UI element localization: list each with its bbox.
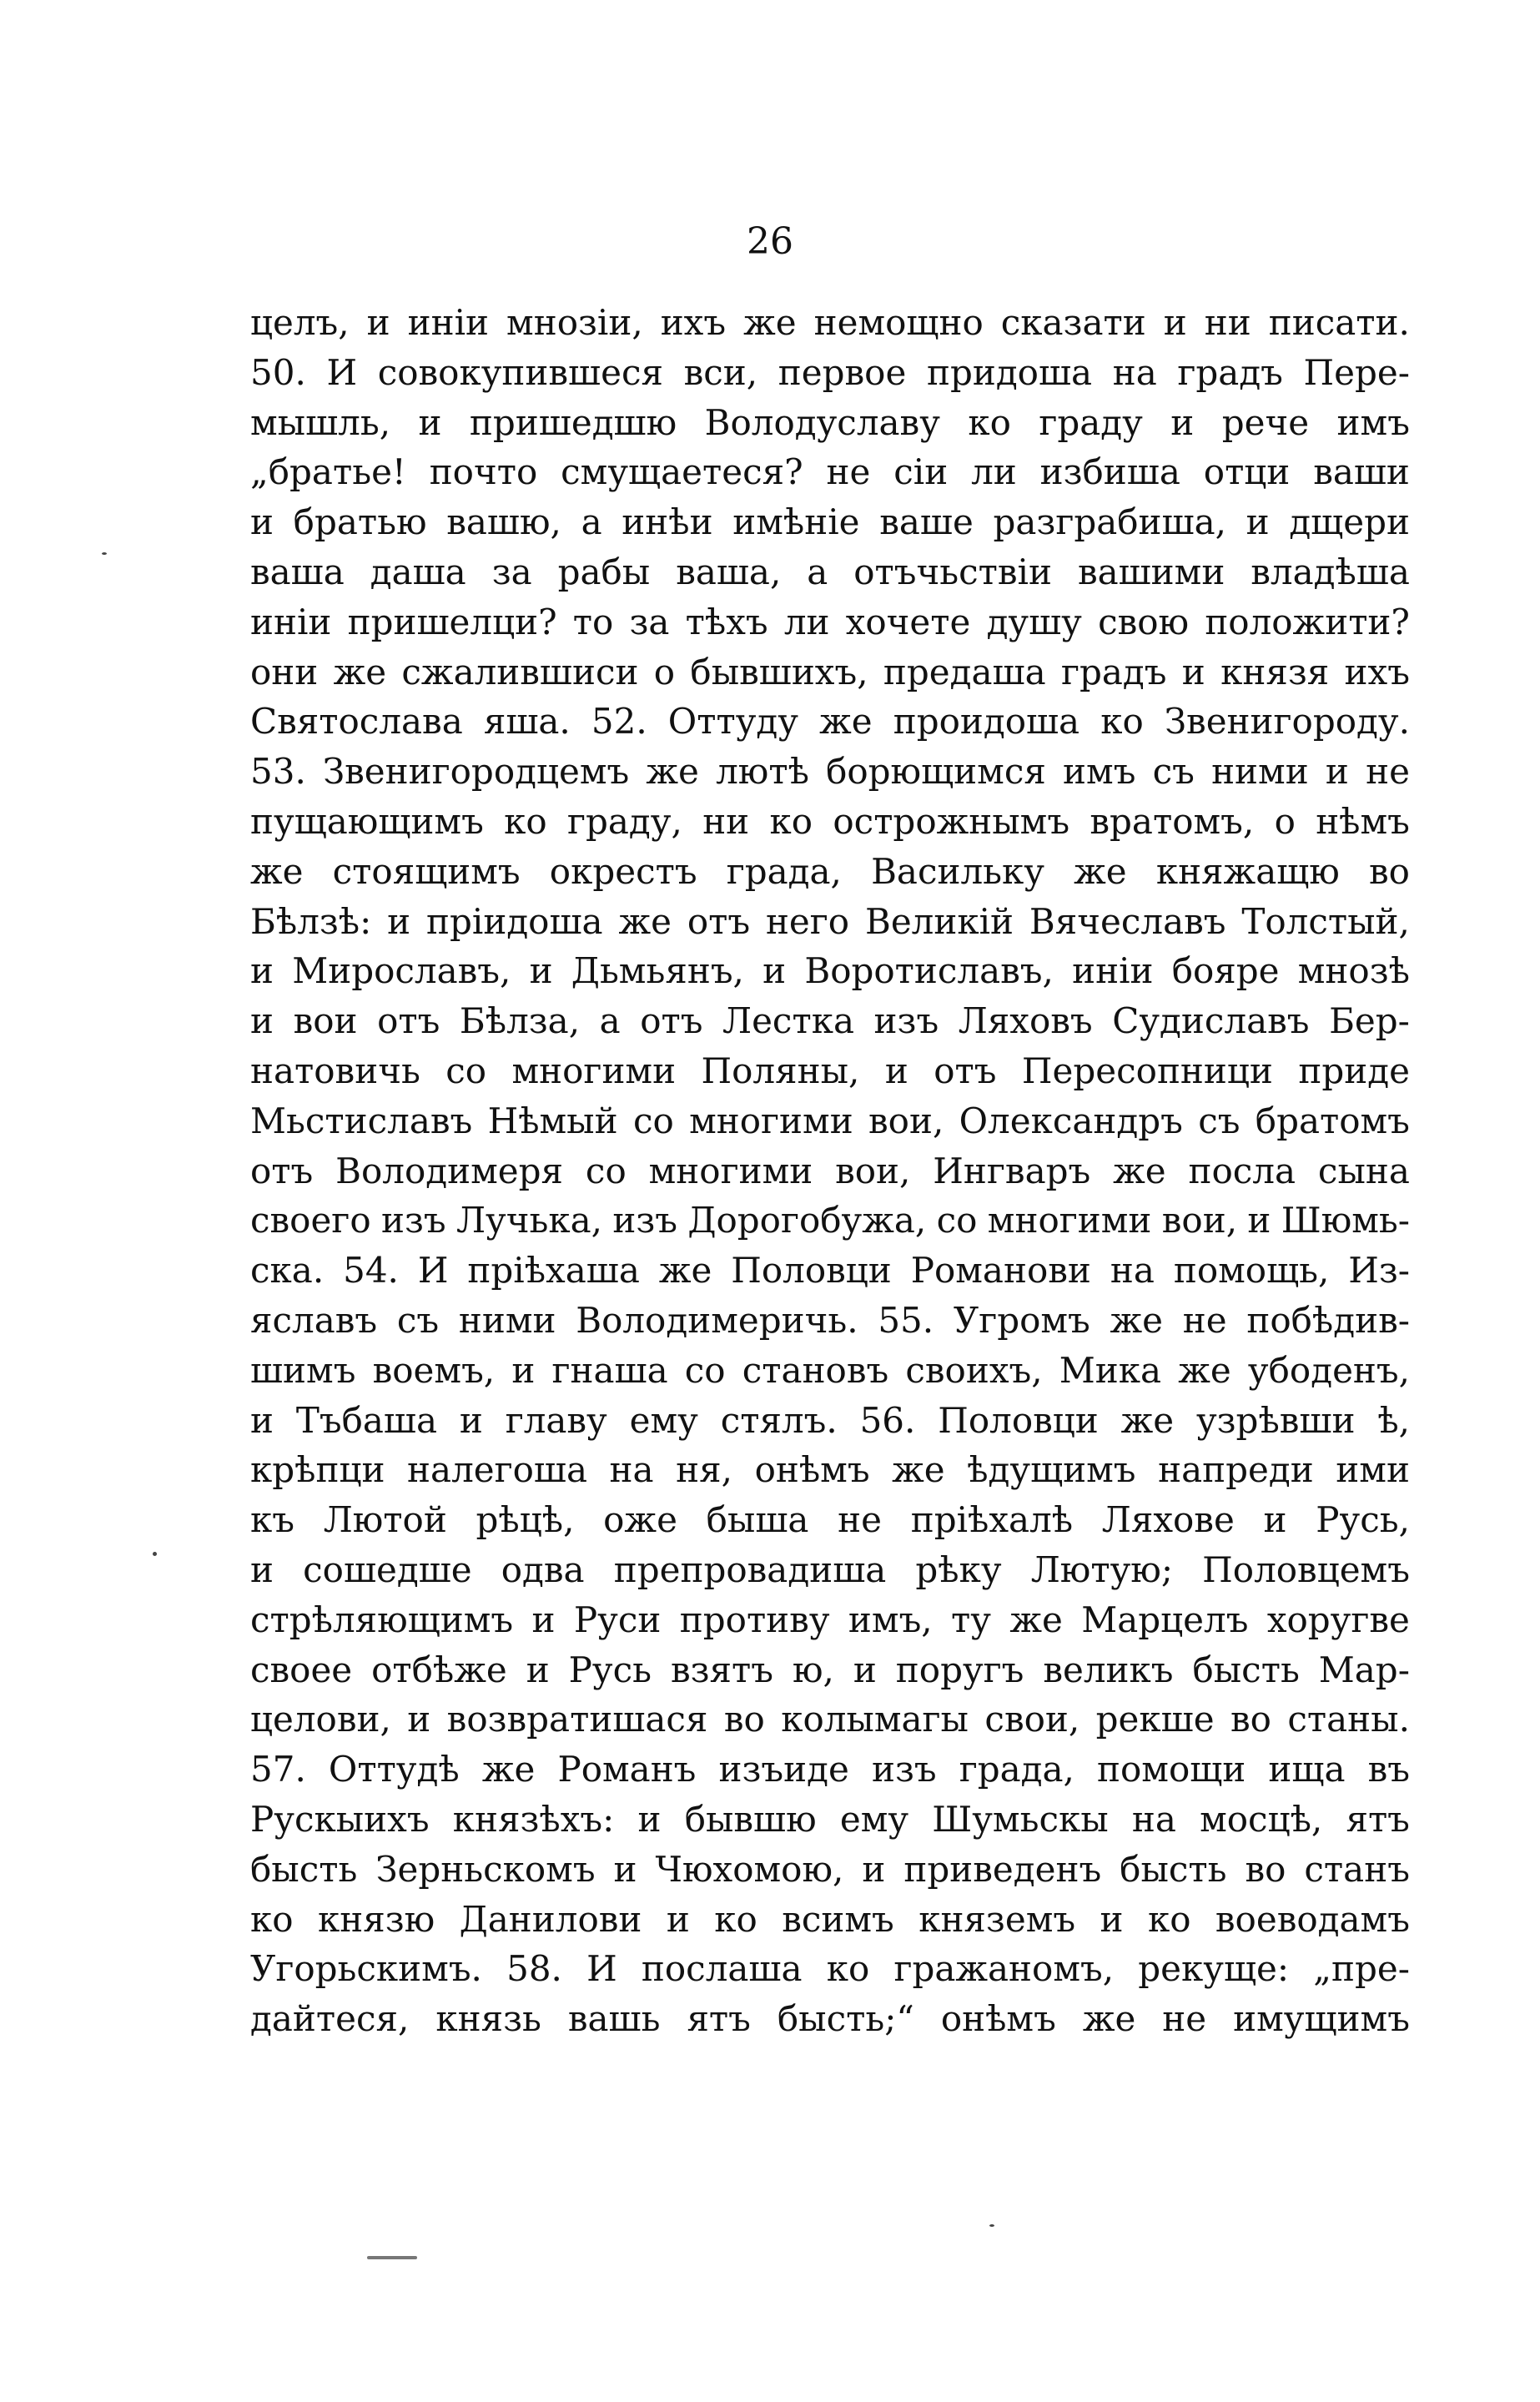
ink-speck [153,1552,157,1556]
page-number: 26 [747,220,793,263]
text-line: шимъ воемъ, и гнаша со становъ своихъ, Мика же убоденъ, [250,1349,1410,1391]
text-line: же стоящимъ окрестъ града, Васильку же княжащю во [250,850,1410,892]
text-line: ска. 54. И пріѣхаша же Половци Романови на помощь, Из- [250,1250,1410,1292]
text-line: ваша даша за рабы ваша, а отъчьствіи вашими владѣша [250,551,1410,592]
text-line: бысть Зерньскомъ и Чюхомою, и приведенъ бысть во станъ [250,1848,1410,1890]
text-line: и сошедше одва препровадиша рѣку Лютую; Половцемъ [250,1548,1410,1590]
text-block [250,298,1410,2044]
text-line: 57. Оттудѣ же Романъ изъиде изъ града, помощи ища въ [250,1749,1410,1790]
text-line: пущающимъ ко граду, ни ко острожнымъ вратомъ, о нѣмъ [250,800,1410,842]
text-line: „братье! почто смущаетеся? не сіи ли избиша отци ваши [250,451,1410,493]
text-line: ко князю Данилови и ко всимъ княземъ и ко воеводамъ [250,1898,1410,1940]
text-line: своее отбѣже и Русь взятъ ю, и поругъ великъ бысть Мар- [250,1649,1410,1690]
text-line: целъ, и иніи мнозіи, ихъ же немощно сказати и ни писати. [250,302,1410,343]
text-line: своего изъ Лучька, изъ Дорогобужа, со многими вои, и Шюмь- [250,1200,1410,1241]
text-line: крѣпци налегоша на ня, онѣмъ же ѣдущимъ напреди ими [250,1449,1410,1491]
text-line: натовичь со многими Поляны, и отъ Пересопници приде [250,1050,1410,1091]
ink-speck [989,2224,994,2227]
ink-speck [102,552,107,555]
text-line: мышль, и пришедшю Володуславу ко граду и рече имъ [250,401,1410,443]
text-line: Святослава яша. 52. Оттуду же проидоша ко Звенигороду. [250,701,1410,743]
text-line: 50. И совокупившеся вси, первое придоша на градъ Пере- [250,351,1410,393]
text-line: яславъ съ ними Володимеричь. 55. Угромъ же не побѣдив- [250,1299,1410,1341]
text-line: иніи пришелци? то за тѣхъ ли хочете душу свою положити? [250,601,1410,642]
text-line: 53. Звенигородцемъ же лютѣ борющимся имъ съ ними и не [250,751,1410,793]
text-line: дайтеся, князь вашь ятъ бысть;“ онѣмъ же не имущимъ [250,1998,1410,2040]
text-line: отъ Володимеря со многими вои, Ингваръ же посла сына [250,1150,1410,1191]
text-line: стрѣляющимъ и Руси противу имъ, ту же Марцелъ хоругве [250,1599,1410,1640]
text-line: и вои отъ Бѣлза, а отъ Лестка изъ Ляховъ Судиславъ Бер- [250,1000,1410,1042]
text-line: Мьстиславъ Нѣмый со многими вои, Олександръ съ братомъ [250,1100,1410,1141]
text-line: Бѣлзѣ: и пріидоша же отъ него Великій Вячеславъ Толстый, [250,900,1410,942]
text-line: и Тъбаша и главу ему стялъ. 56. Половци же узрѣвши ѣ, [250,1399,1410,1441]
text-line: и братью вашю, а инѣи имѣніе ваше разграбиша, и дщери [250,501,1410,543]
text-line: и Мирославъ, и Дьмьянъ, и Воротиславъ, иніи бояре мнозѣ [250,950,1410,992]
text-line: Рускыихъ князѣхъ: и бывшю ему Шумьскы на мосцѣ, ятъ [250,1798,1410,1840]
text-line: Угорьскимъ. 58. И послаша ко гражаномъ, рекуще: „пре- [250,1948,1410,1990]
ink-speck [367,2256,417,2259]
text-line: къ Лютой рѣцѣ, оже быша не пріѣхалѣ Ляхове и Русь, [250,1499,1410,1541]
text-line: они же сжалившиси о бывшихъ, предаша градъ и князя ихъ [250,651,1410,692]
text-line: целови, и возвратишася во колымагы свои, рекше во станы. [250,1699,1410,1740]
